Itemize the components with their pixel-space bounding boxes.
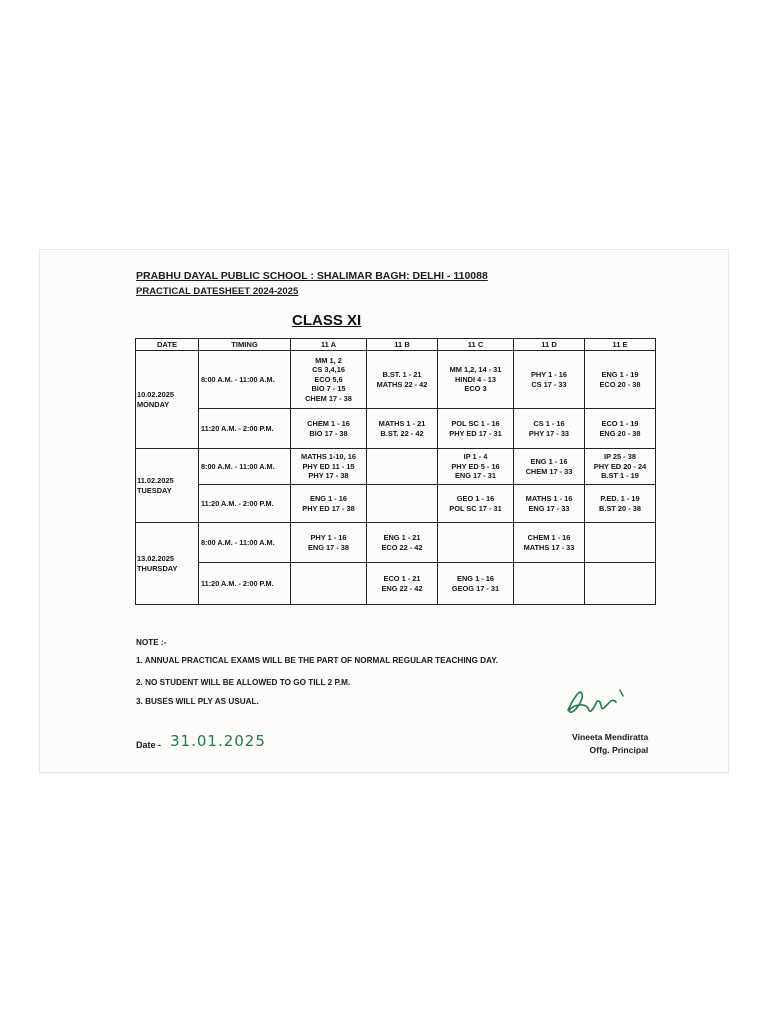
principal-signature — [560, 680, 640, 725]
schedule-cell-11c — [438, 563, 514, 605]
subject-roll-range: B.ST 1 - 19 — [601, 471, 639, 481]
schedule-cell-11e — [585, 449, 656, 485]
subject-roll-range: P.ED. 1 - 19 — [600, 494, 640, 504]
datesheet-table — [135, 338, 656, 605]
schedule-cell-11a — [291, 485, 367, 523]
date-cell — [136, 351, 199, 449]
signatory-block — [572, 732, 648, 755]
schedule-cell-11d — [514, 523, 585, 563]
timing-cell: 11:20 A.M. - 2:00 P.M. — [199, 563, 291, 605]
table-row — [136, 409, 656, 449]
subject-roll-range: ECO 1 - 21 — [383, 574, 421, 584]
table-row — [136, 523, 656, 563]
exam-weekday: TUESDAY — [137, 485, 172, 495]
schedule-cell-11b — [367, 523, 438, 563]
subject-roll-range: ECO 20 - 38 — [599, 379, 641, 389]
schedule-cell-11b — [367, 351, 438, 409]
timing-cell: 11:20 A.M. - 2:00 P.M. — [199, 485, 291, 523]
schedule-cell-11d — [514, 409, 585, 449]
subject-roll-range: POL SC 1 - 16 — [451, 419, 500, 429]
timing-cell: 8:00 A.M. - 11:00 A.M. — [199, 351, 291, 409]
subject-roll-range: ECO 22 - 42 — [381, 542, 423, 552]
schedule-cell-11c — [438, 485, 514, 523]
column-header-date: DATE — [136, 339, 199, 351]
subject-roll-range: CHEM 17 - 33 — [525, 466, 573, 476]
signatory-name: Vineeta Mendiratta — [572, 732, 649, 742]
exam-weekday: THURSDAY — [137, 563, 178, 573]
exam-date: 10.02.2025 — [137, 390, 174, 400]
subject-roll-range: CS 1 - 16 — [533, 419, 565, 429]
subject-roll-range: BIO 7 - 15 — [311, 384, 346, 394]
subject-roll-range: MATHS 1 - 21 — [378, 419, 426, 429]
schedule-cell-11d — [514, 485, 585, 523]
schedule-cell-11a — [291, 563, 367, 605]
signatory-title: Offg. Principal — [589, 745, 649, 755]
schedule-cell-11c — [438, 409, 514, 449]
schedule-cell-11d — [514, 563, 585, 605]
timing-cell: 8:00 A.M. - 11:00 A.M. — [199, 523, 291, 563]
schedule-cell-11a — [291, 449, 367, 485]
schedule-cell-11a — [291, 351, 367, 409]
column-header-11e: 11 E — [585, 339, 656, 351]
subject-roll-range: CHEM 17 - 38 — [305, 393, 352, 403]
subject-roll-range: MM 1,2, 14 - 31 — [449, 365, 502, 375]
table-row — [136, 485, 656, 523]
note-item-1: 1. ANNUAL PRACTICAL EXAMS WILL BE THE PART OF NORMAL REGULAR TEACHING DAY. — [136, 656, 499, 665]
school-header: PRABHU DAYAL PUBLIC SCHOOL : SHALIMAR BAGH: DELHI - 110088 — [136, 270, 488, 282]
subject-roll-range: MATHS 1-10, 16 — [301, 452, 356, 462]
column-header-11d: 11 D — [514, 339, 585, 351]
column-header-11c: 11 C — [438, 339, 514, 351]
subject-roll-range: ENG 20 - 38 — [599, 428, 641, 438]
schedule-cell-11b — [367, 563, 438, 605]
subject-roll-range: IP 1 - 4 — [463, 452, 488, 462]
table-row — [136, 449, 656, 485]
subject-roll-range: HINDI 4 - 13 — [454, 374, 497, 384]
schedule-cell-11e — [585, 351, 656, 409]
timing-cell: 11:20 A.M. - 2:00 P.M. — [199, 409, 291, 449]
subject-roll-range: B.ST 20 - 38 — [599, 503, 641, 513]
subject-roll-range: ENG 1 - 16 — [530, 457, 568, 467]
note-item-3: 3. BUSES WILL PLY AS USUAL. — [136, 697, 259, 706]
subject-roll-range: PHY ED 5 - 16 — [451, 461, 500, 471]
exam-date: 13.02.2025 — [137, 554, 174, 564]
subject-roll-range: ENG 1 - 16 — [457, 574, 494, 584]
handwritten-date: 31.01.2025 — [170, 732, 266, 750]
schedule-cell-11d — [514, 351, 585, 409]
column-header-11b: 11 B — [367, 339, 438, 351]
date-label: Date - — [136, 740, 162, 750]
subject-roll-range: ENG 17 - 33 — [528, 503, 570, 513]
schedule-cell-11a — [291, 523, 367, 563]
subject-roll-range: CS 3,4,16 — [312, 365, 345, 375]
subject-roll-range: CHEM 1 - 16 — [527, 533, 571, 543]
exam-date: 11.02.2025 — [137, 476, 174, 486]
note-item-2: 2. NO STUDENT WILL BE ALLOWED TO GO TILL 2 P.M. — [136, 678, 351, 687]
subject-roll-range: ENG 1 - 19 — [601, 370, 639, 380]
subject-roll-range: ENG 17 - 31 — [454, 471, 497, 481]
schedule-cell-11e — [585, 563, 656, 605]
schedule-cell-11b — [367, 485, 438, 523]
subject-roll-range: PHY 1 - 16 — [310, 533, 347, 543]
datesheet-subtitle: PRACTICAL DATESHEET 2024-2025 — [136, 286, 299, 297]
table-row — [136, 351, 656, 409]
subject-roll-range: GEO 1 - 16 — [456, 494, 495, 504]
subject-roll-range: IP 25 - 38 — [604, 452, 636, 462]
subject-roll-range: PHY 1 - 16 — [530, 370, 567, 380]
subject-roll-range: ECO 5,6 — [314, 374, 343, 384]
subject-roll-range: PHY ED 11 - 15 — [302, 461, 355, 471]
subject-roll-range: CHEM 1 - 16 — [307, 419, 350, 429]
subject-roll-range: ENG 1 - 16 — [310, 494, 347, 504]
subject-roll-range: ENG 1 - 21 — [383, 533, 421, 543]
subject-roll-range: POL SC 17 - 31 — [449, 503, 502, 513]
schedule-cell-11c — [438, 449, 514, 485]
schedule-cell-11d — [514, 449, 585, 485]
subject-roll-range: ECO 3 — [464, 384, 487, 394]
subject-roll-range: ECO 1 - 19 — [601, 419, 639, 429]
timing-cell: 8:00 A.M. - 11:00 A.M. — [199, 449, 291, 485]
subject-roll-range: ENG 17 - 38 — [307, 542, 350, 552]
subject-roll-range: B.ST. 22 - 42 — [380, 428, 424, 438]
schedule-cell-11e — [585, 409, 656, 449]
schedule-cell-11c — [438, 351, 514, 409]
subject-roll-range: B.ST. 1 - 21 — [382, 370, 422, 380]
subject-roll-range: GEOG 17 - 31 — [451, 583, 500, 593]
datesheet-paper — [40, 250, 728, 772]
date-cell — [136, 449, 199, 523]
table-header-row — [136, 339, 656, 351]
schedule-cell-11c — [438, 523, 514, 563]
subject-roll-range: PHY ED 17 - 38 — [302, 503, 355, 513]
schedule-cell-11e — [585, 485, 656, 523]
subject-roll-range: MATHS 1 - 16 — [525, 494, 573, 504]
subject-roll-range: PHY ED 20 - 24 — [593, 461, 647, 471]
subject-roll-range: MATHS 22 - 42 — [376, 379, 428, 389]
subject-roll-range: MM 1, 2 — [315, 355, 342, 365]
subject-roll-range: MATHS 17 - 33 — [523, 542, 575, 552]
table-row — [136, 563, 656, 605]
note-heading: NOTE :- — [136, 638, 167, 647]
column-header-timing: TIMING — [199, 339, 291, 351]
subject-roll-range: PHY 17 - 33 — [528, 428, 570, 438]
subject-roll-range: ENG 22 - 42 — [381, 583, 423, 593]
subject-roll-range: CS 17 - 33 — [531, 379, 567, 389]
date-cell — [136, 523, 199, 605]
subject-roll-range: PHY ED 17 - 31 — [449, 428, 502, 438]
schedule-cell-11e — [585, 523, 656, 563]
class-title: CLASS XI — [292, 312, 362, 329]
schedule-cell-11a — [291, 409, 367, 449]
subject-roll-range: PHY 17 - 38 — [308, 471, 349, 481]
schedule-cell-11b — [367, 449, 438, 485]
subject-roll-range: BIO 17 - 38 — [309, 428, 348, 438]
column-header-11a: 11 A — [291, 339, 367, 351]
schedule-cell-11b — [367, 409, 438, 449]
exam-weekday: MONDAY — [137, 399, 170, 409]
